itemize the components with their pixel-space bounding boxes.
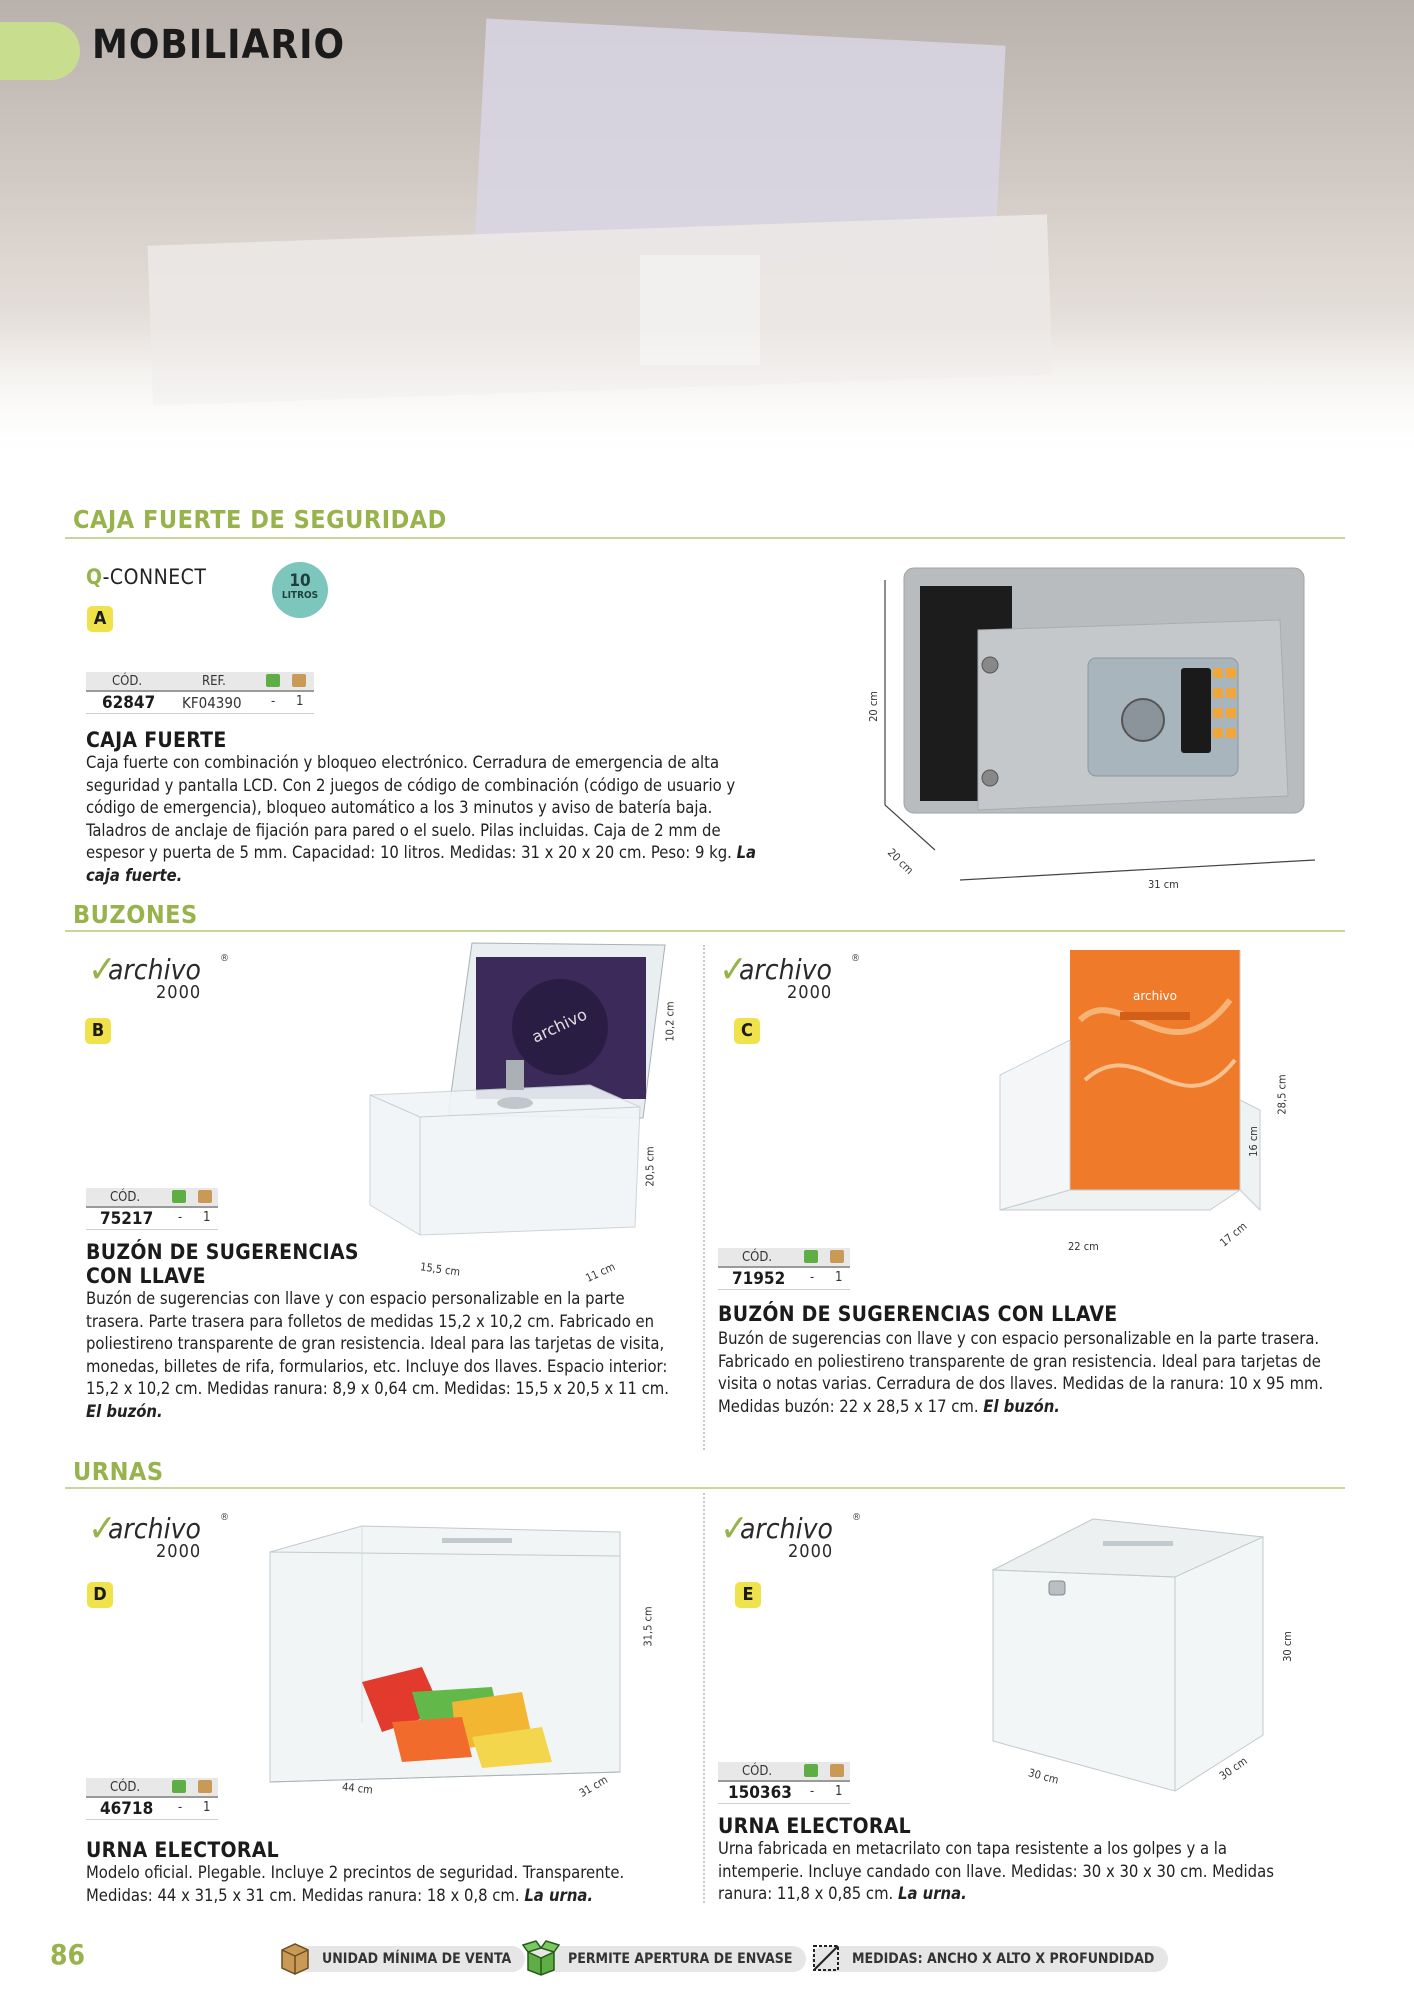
dimension-label: 30 cm [1280, 1631, 1294, 1662]
dimension-label: 30 cm [1217, 1754, 1250, 1783]
dimension-label: 31 cm [1148, 878, 1179, 891]
svg-text:archivo: archivo [1132, 989, 1178, 1003]
brand-logo-archivo: ✓ archivo ® 2000 [719, 947, 860, 1003]
section-divider [65, 537, 1345, 539]
product-title: BUZÓN DE SUGERENCIAS CON LLAVE [718, 1302, 1118, 1326]
dimension-label: 31 cm [576, 1773, 611, 1800]
suggestion-box-image [990, 940, 1290, 1260]
product-letter-c: C [734, 1018, 760, 1044]
closed-box-icon [198, 1780, 212, 1793]
section-divider [65, 930, 1345, 932]
product-letter-d: D [87, 1582, 113, 1608]
section-title-urns: URNAS [73, 1457, 164, 1486]
code-table-b: CÓD. 75217 - 1 [86, 1188, 218, 1230]
dimension-box-icon [806, 1940, 844, 1976]
section-divider [65, 1487, 1345, 1489]
product-letter-e: E [735, 1582, 761, 1608]
product-code: 46718 [100, 1799, 154, 1819]
dimension-label: 30 cm [1026, 1766, 1060, 1787]
dimension-label: 11 cm [583, 1260, 618, 1285]
dimension-label: 20 cm [866, 691, 880, 722]
closed-box-icon [276, 1940, 314, 1976]
product-description: Modelo oficial. Plegable. Incluye 2 precintos de seguridad. Transparente. Medidas: 44 x 31,5 x 31 cm. Medidas ranura: 18 x 0,8 cm. La urna. [86, 1863, 625, 1905]
page-number: 86 [50, 1938, 86, 1971]
dimension-label: 10,2 cm [663, 1001, 677, 1042]
product-description: Buzón de sugerencias con llave y con espacio personalizable en la parte trasera. Fabricado en poliestireno transparente de gran resistencia. Ideal para tarjetas de visita o notas varias. Cerradura de dos llaves. Medidas de la ranura: 10 x 95 mm. Medidas buzón: 22 x 28,5 x 17 cm. El buzón. [718, 1329, 1324, 1416]
code-table-e: CÓD. 150363 - 1 [718, 1762, 850, 1804]
dimension-label: 22 cm [1068, 1240, 1099, 1253]
open-box-icon [804, 1764, 818, 1777]
product-code: 150363 [728, 1783, 792, 1803]
dimension-label: 28,5 cm [1275, 1074, 1289, 1115]
open-box-icon [522, 1940, 560, 1976]
dimension-label: 20,5 cm [643, 1146, 657, 1187]
svg-text:archivo: archivo [528, 1004, 590, 1047]
closed-box-icon [830, 1764, 844, 1777]
product-title: URNA ELECTORAL [718, 1814, 911, 1838]
page-title: MOBILIARIO [92, 22, 346, 68]
brand-logo-archivo: ✓ archivo ® 2000 [720, 1506, 861, 1562]
dimension-label: 15,5 cm [419, 1260, 461, 1279]
ballot-box-image [262, 1522, 652, 1822]
section-tab [0, 22, 80, 80]
legend-open-pack: PERMITE APERTURA DE ENVASE [528, 1946, 806, 1972]
dimension-label: 44 cm [341, 1780, 374, 1797]
product-code: 62847 [102, 693, 156, 713]
brand-logo-archivo: ✓ archivo ® 2000 [88, 1506, 229, 1562]
brand-logo-archivo: ✓ archivo ® 2000 [88, 947, 229, 1003]
section-title-safe: CAJA FUERTE DE SEGURIDAD [73, 505, 447, 534]
suggestion-box-image [360, 935, 680, 1275]
brand-logo-qconnect: Q-CONNECT [86, 565, 207, 589]
open-box-icon [266, 674, 280, 687]
dimension-label: 31,5 cm [641, 1606, 655, 1647]
open-box-icon [172, 1190, 186, 1203]
product-code: 75217 [100, 1209, 154, 1229]
dimension-label: 20 cm [884, 846, 916, 877]
dimension-label: 17 cm [1217, 1219, 1250, 1250]
closed-box-icon [830, 1250, 844, 1263]
product-ref: KF04390 [182, 694, 242, 712]
product-title: CAJA FUERTE [86, 728, 227, 752]
closed-box-icon [198, 1190, 212, 1203]
column-divider [703, 945, 705, 1450]
hero-image [0, 0, 1414, 470]
dimension-label: 16 cm [1246, 1126, 1260, 1157]
column-divider [703, 1493, 705, 1903]
code-table-d: CÓD. 46718 - 1 [86, 1778, 218, 1820]
product-title: URNA ELECTORAL [86, 1838, 279, 1862]
section-title-mailboxes: BUZONES [73, 900, 198, 929]
open-box-icon [804, 1250, 818, 1263]
product-description: Caja fuerte con combinación y bloqueo electrónico. Cerradura de emergencia de alta seguridad y pantalla LCD. Con 2 juegos de código de combinación (código de usuario y código de emergencia), bloqueo automático a los 3 minutos y aviso de batería baja. Taladros de anclaje de fijación para pared o el suelo. Pilas incluidas. Caja de 2 mm de espesor y puerta de 5 mm. Capacidad: 10 litros. Medidas: 31 x 20 x 20 cm. Peso: 9 kg. La caja fuerte. [86, 753, 757, 885]
code-table-c: CÓD. 71952 - 1 [718, 1248, 850, 1290]
legend-measures: MEDIDAS: ANCHO X ALTO X PROFUNDIDAD [812, 1946, 1168, 1972]
capacity-badge: 10 LITROS [272, 562, 328, 618]
code-table-a: CÓD. REF. 62847 KF04390 - 1 [86, 672, 314, 714]
product-description: Buzón de sugerencias con llave y con espacio personalizable en la parte trasera. Parte trasera para folletos de medidas 15,2 x 10,2 cm. Fabricado en poliestireno transparente de gran resistencia. Ideal para las tarjetas de visita, monedas, billetes de rifa, formularios, etc. Incluye dos llaves. Espacio interior: 15,2 x 10,2 cm. Medidas ranura: 8,9 x 0,64 cm. Medidas: 15,5 x 20,5 x 11 cm. El buzón. [86, 1289, 669, 1421]
product-description: Urna fabricada en metacrilato con tapa resistente a los golpes y a la intemperie. Incluye candado con llave. Medidas: 30 x 30 x 30 cm. Medidas ranura: 11,8 x 0,85 cm. La urna. [718, 1839, 1274, 1903]
product-letter-b: B [85, 1018, 111, 1044]
product-letter-a: A [87, 606, 113, 632]
product-code: 71952 [732, 1269, 786, 1289]
safe-image [880, 560, 1320, 900]
closed-box-icon [292, 674, 306, 687]
open-box-icon [172, 1780, 186, 1793]
legend-min-unit: UNIDAD MÍNIMA DE VENTA [282, 1946, 525, 1972]
product-title: BUZÓN DE SUGERENCIAS CON LLAVE [86, 1240, 359, 1288]
